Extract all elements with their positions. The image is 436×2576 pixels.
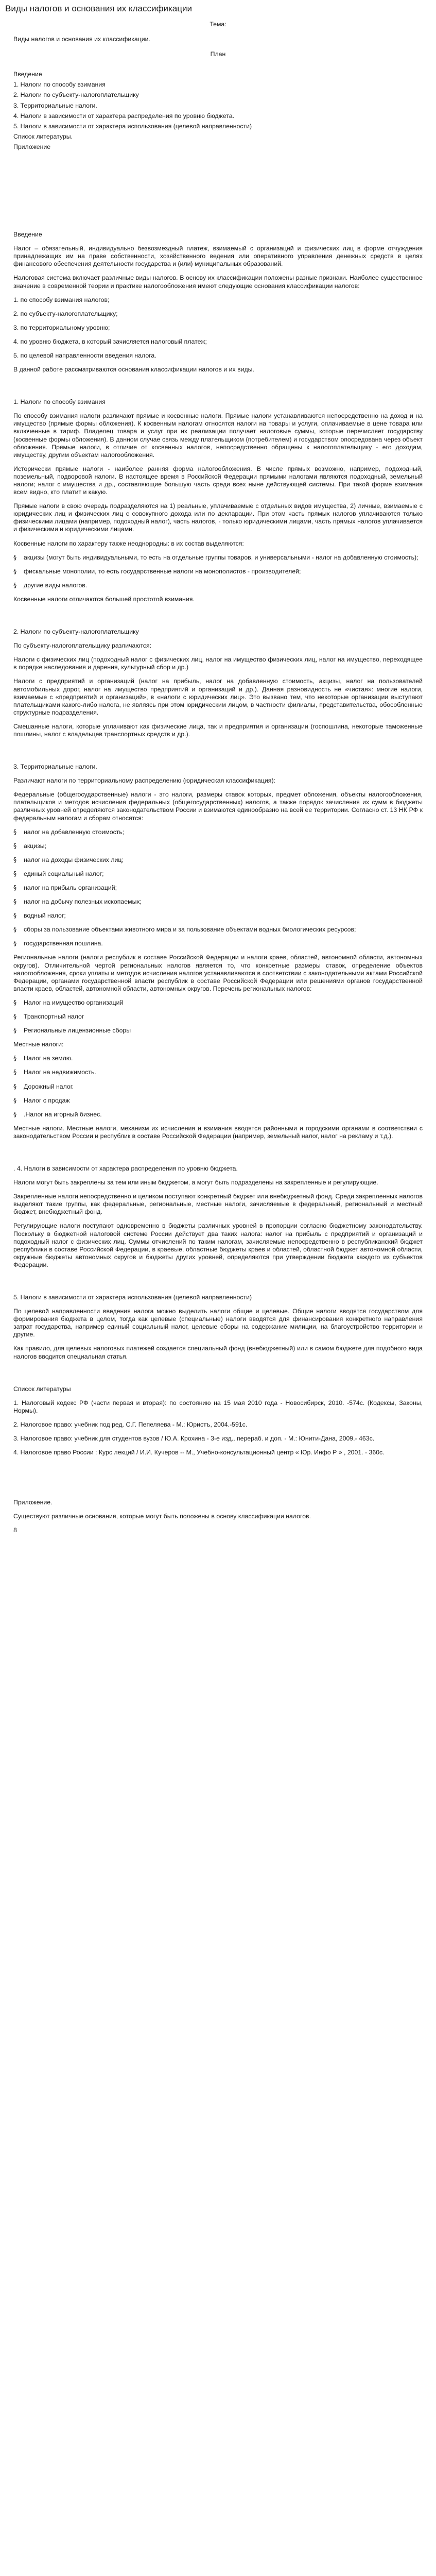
bullet-item	[13, 1097, 423, 1105]
bullet-text: Транспортный налог	[24, 1013, 84, 1021]
document-title: Виды налогов и основания их классификации	[5, 4, 192, 13]
bullet-item	[13, 1013, 423, 1021]
paragraph: Местные налоги. Местные налоги, механизм их исчисления и взимания вводятся районными и городскими органами в соответствии с законодательством России и республик в составе Российской Федерации (например, земельный налог, налог на рекламу и т.д.).	[13, 1124, 423, 1140]
bullet-icon: §	[13, 567, 17, 575]
bullet-text: единый социальный налог;	[24, 870, 104, 877]
section-heading: Список литературы	[13, 1385, 71, 1393]
list-item: 4. Налоговое право России : Курс лекций / И.И. Кучеров -- М., Учебно-консультационный центр « Юр. Инфо Р » , 2001. - 360с.	[13, 1449, 385, 1456]
bullet-text: Региональные лицензионные сборы	[24, 1027, 131, 1035]
list-item: 2. по субъекту-налогоплательщику;	[13, 310, 118, 317]
section-gap	[13, 609, 423, 628]
bullet-icon: §	[13, 926, 17, 934]
bullet-text: Налог на землю.	[24, 1055, 73, 1062]
table-of-contents	[13, 71, 423, 151]
section-heading: 1. Налоги по способу взимания	[13, 398, 106, 406]
list-item: 2. Налоговое право: учебник под ред. С.Г. Пепеляева - М.: Юристъ, 2004.-591с.	[13, 1420, 248, 1428]
paragraph: По целевой направленности введения налога можно выделить налоги общие и целевые. Общие налоги вводятся государством для формирования бюджета в целом, тогда как целевые (специальные) налоги вводятся для финансирования конкретного направления затрат государства, например единый социальный налог, целевые сборы на содержание милиции, на благоустройство территории и другие.	[13, 1308, 423, 1338]
paragraph: Косвенные налоги по характеру также неоднородны: в их состав выделяются:	[13, 539, 244, 547]
bullet-item	[13, 842, 423, 850]
paragraph: Региональные налоги (налоги республик в составе Российской Федерации и налоги краев, областей, автономной области, автономных округов). Отличительной чертой региональных налогов является то, что конкретные размеры ставок, определение объектов налогообложения, сроки уплаты и методов исчисления налогов устанавливаются в соответствии с законодательными актами Российской Федерации, органами государственной власти республик в составе Российской Федерации или решениями органов государственной власти краев, областей, автономной области, автономных округов. Перечень региональных налогов:	[13, 954, 423, 992]
paragraph: Налог – обязательный, индивидуально безвозмездный платеж, взимаемый с организаций и физических лиц в форме отчуждения принадлежащих им на праве собственности, хозяйственного ведения или оперативного управления денежных средств в целях финансового обеспечения деятельности государства и (или) муниципальных образований.	[13, 245, 423, 268]
bullet-item	[13, 1083, 423, 1091]
bullet-text: Дорожный налог.	[24, 1082, 74, 1090]
section-gap	[13, 1275, 423, 1294]
bullet-text: акцизы (могут быть индивидуальными, то есть на отдельные группы товаров, и универсальными - налог на добавленную стоимость);	[24, 553, 418, 561]
document-section	[13, 1165, 423, 1269]
section-gap	[13, 380, 423, 398]
bullet-item	[13, 554, 423, 562]
contents-item: 2. Налоги по субъекту-налогоплательщику	[13, 91, 139, 99]
topic-text: Виды налогов и основания их классификации.	[13, 36, 150, 43]
section-heading: 5. Налоги в зависимости от характера использования (целевой направленности)	[13, 1294, 252, 1301]
paragraph: Различают налоги по территориальному распределению (юридическая классификация):	[13, 777, 275, 785]
list-item: 4. по уровню бюджета, в который зачисляется налоговый платеж;	[13, 337, 207, 345]
bullet-item	[13, 940, 423, 947]
bullet-icon: §	[13, 898, 17, 906]
bullet-item	[13, 1111, 423, 1118]
paragraph: Как правило, для целевых налоговых платежей создается специальный фонд (внебюджетный) или в самом бюджете для подобного вида налогов вводится специальная статья.	[13, 1345, 423, 1360]
bullet-icon: §	[13, 581, 17, 589]
bullet-icon: §	[13, 828, 17, 836]
section-gap	[13, 1367, 423, 1385]
document-section	[13, 1385, 423, 1457]
bullet-text: налог на доходы физических лиц;	[24, 856, 124, 863]
bullet-text: другие виды налогов.	[24, 581, 88, 589]
bullet-icon: §	[13, 1082, 17, 1090]
bullet-icon: §	[13, 870, 17, 877]
section-heading: 2. Налоги по субъекту-налогоплательщику	[13, 628, 139, 636]
section-gap	[13, 1463, 423, 1499]
bullet-icon: §	[13, 1013, 17, 1021]
bullet-icon: §	[13, 884, 17, 891]
bullet-text: государственная пошлина.	[24, 940, 103, 947]
paragraph: . 4. Налоги в зависимости от характера распределения по уровню бюджета.	[13, 1164, 238, 1172]
bullet-text: сборы за пользование объектами животного мира и за пользование объектами водных биологических ресурсов;	[24, 926, 356, 934]
bullet-text: акцизы;	[24, 842, 47, 850]
bullet-item	[13, 870, 423, 878]
paragraph: Местные налоги:	[13, 1041, 64, 1048]
bullet-icon: §	[13, 912, 17, 920]
section-gap	[13, 154, 423, 231]
paragraph: Косвенные налоги отличаются большей простотой взимания.	[13, 595, 195, 603]
bullet-item	[13, 582, 423, 589]
bullet-item	[13, 1069, 423, 1076]
paragraph: Регулирующие налоги поступают одновременно в бюджеты различных уровней в пропорции согласно бюджетному законодательству. Поскольку в бюджетной налоговой системе России действует два таких налога: налог на прибыль с предприятий и организаций и подоходный налог с физических лиц. Суммы отчислений по таким налогам, зачисляемые непосредственно в республиканский бюджет республики в составе Российской Федерации, в краевые, областные бюджеты краев и областей, областной бюджет автономной области, окружные бюджеты автономных округов и бюджеты других уровней, определяются при утверждении бюджета каждого из субъектов Федерации.	[13, 1222, 423, 1268]
paragraph: Существуют различные основания, которые могут быть положены в основу классификации налогов.	[13, 1513, 311, 1520]
contents-item: Список литературы.	[13, 132, 73, 140]
paragraph: По субъекту-налогоплательщику различаются:	[13, 642, 152, 650]
bullet-text: .Налог на игорный бизнес.	[24, 1110, 102, 1118]
bullet-text: налог на добавленную стоимость;	[24, 828, 125, 836]
paragraph: Прямые налоги в свою очередь подразделяются на 1) реальные, уплачиваемые с отдельных видов имущества, 2) личные, взимаемые с юридических лиц и физических лиц с совокупного дохода или по декларации. При этом часть прямых налогов уплачиваются только физическими лицами (например, подоходный налог), часть налогов, - только юридическими лицами, часть прямых налогов уплачивается и физическими и юридическими лицами.	[13, 502, 423, 533]
document-section	[13, 763, 423, 1140]
bullet-text: налог на добычу полезных ископаемых;	[24, 898, 142, 906]
paragraph: Налоги могут быть закреплены за тем или иным бюджетом, а могут быть подразделены на закрепленные и регулирующие.	[13, 1179, 378, 1187]
bullet-item	[13, 898, 423, 906]
paragraph: Налоги с физических лиц (подоходный налог с физических лиц, налог на имущество физических лиц, налог на имущество, переходящее в порядке наследования и дарения, культурный сбор и др.)	[13, 656, 423, 671]
paragraph: Налоговая система включает различные виды налогов. В основу их классификации положены разные признаки. Наиболее существенное значение в современной теории и практике налогообложения имеют следующие основания классификации налогов:	[13, 274, 423, 290]
bullet-text: налог на прибыль организаций;	[24, 884, 117, 891]
bullet-text: фискальные монополии, то есть государственные налоги на монополистов - производителей;	[24, 567, 301, 575]
bullet-text: Налог на недвижимость.	[24, 1069, 96, 1076]
document-section	[13, 1294, 423, 1361]
list-item: 5. по целевой направленности введения налога.	[13, 351, 156, 359]
section-heading: 3. Территориальные налоги.	[13, 763, 97, 771]
bullet-item	[13, 568, 423, 575]
bullet-icon: §	[13, 553, 17, 561]
bullet-icon: §	[13, 998, 17, 1006]
bullet-icon: §	[13, 1055, 17, 1062]
bullet-icon: §	[13, 1110, 17, 1118]
plan-label: План	[210, 50, 226, 58]
document-section	[13, 231, 423, 374]
bullet-text: Налог с продаж	[24, 1096, 70, 1104]
bullet-icon: §	[13, 1096, 17, 1104]
bullet-icon: §	[13, 1069, 17, 1076]
paragraph: Закрепленные налоги непосредственно и целиком поступают конкретный бюджет или внебюджетный фонд. Среди закрепленных налогов выделяют такие группы, как федеральные, региональные, местные налоги, зачисляемые в федеральный, региональный и местный бюджет, внебюджетный фонд.	[13, 1193, 423, 1216]
section-heading: Приложение.	[13, 1499, 53, 1506]
bullet-item	[13, 999, 423, 1007]
contents-item: Введение	[13, 71, 42, 78]
bullet-icon: §	[13, 856, 17, 863]
document-section	[13, 398, 423, 603]
page-number: 8	[13, 1527, 17, 1534]
contents-item: Приложение	[13, 143, 51, 150]
paragraph: Федеральные (общегосударственные) налоги - это налоги, размеры ставок которых, предмет обложения, объекты налогообложения, плательщиков и методов исчисления федеральных (общегосударственных) налогов, а также порядок зачисления их сумм в бюджеты различных уровней определяются законодательством России и взимаются единообразно на всей ее территории. Согласно ст. 13 НК РФ к федеральным налогам и сборам относятся:	[13, 791, 423, 822]
document-body	[0, 16, 436, 1535]
list-item: 3. по территориальному уровню;	[13, 324, 110, 331]
paragraph: В данной работе рассматриваются основания классификации налогов и их виды.	[13, 366, 254, 374]
document-sections	[13, 154, 423, 1520]
paragraph: Смешанные налоги, которые уплачивают как физические лица, так и предприятия и организации (госпошлина, некоторые таможенные пошлины, налог с владельцев транспортных средств и др.).	[13, 722, 423, 738]
contents-item: 4. Налоги в зависимости от характера распределения по уровню бюджета.	[13, 112, 234, 120]
bullet-text: водный налог;	[24, 912, 66, 920]
section-gap	[13, 1146, 423, 1165]
contents-item: 3. Территориальные налоги.	[13, 101, 97, 109]
bullet-icon: §	[13, 940, 17, 947]
contents-item: 1. Налоги по способу взимания	[13, 81, 106, 89]
document-section	[13, 1499, 423, 1520]
section-gap	[13, 744, 423, 763]
bullet-item	[13, 856, 423, 864]
paragraph: Налоги с предприятий и организаций (налог на прибыль, налог на добавленную стоимость, акцизы, налог на пользователей автомобильных дорог, налог на имущество предприятий и организаций и др.). Данная разновидность не «чистая»: многие налоги, взимаемые с «предприятий и организаций», в «налоги с юридических лиц». Это вызвано тем, что некоторые организации выступают плательщиками какого-либо налога, не являясь при этом юридическим лицом, в частности филиалы, представительства, обособленные структурные подразделения.	[13, 677, 423, 716]
contents-item: 5. Налоги в зависимости от характера использования (целевой направленности)	[13, 122, 252, 130]
section-heading: Введение	[13, 231, 42, 239]
list-item: 1. по способу взимания налогов;	[13, 296, 110, 303]
bullet-text: Налог на имущество организаций	[24, 998, 124, 1006]
topic-label: Тема:	[210, 21, 226, 28]
bullet-item	[13, 912, 423, 920]
paragraph: Исторически прямые налоги - наиболее ранняя форма налогообложения. В числе прямых возможно, например, подоходный, поземельный, подворовой налоги. В настоящее время в Российской Федерации прямыми налогами являются подоходный, земельный налоги; налог с имущества и др., составляющие большую часть среди всех ныне действующей системы. При такой форме взимания всем видно, кто платит и какую.	[13, 465, 423, 496]
bullet-item	[13, 1027, 423, 1035]
bullet-icon: §	[13, 1027, 17, 1035]
bullet-item	[13, 828, 423, 836]
bullet-item	[13, 884, 423, 892]
list-item: 3. Налоговое право: учебник для студентов вузов / Ю.А. Крохина - 3-е изд., перераб. и доп. - М.: Юнити-Дана, 2009.- 463с.	[13, 1435, 375, 1443]
document-section	[13, 628, 423, 738]
list-item: 1. Налоговый кодекс РФ (части первая и вторая): по состоянию на 15 мая 2010 года - Новосибирск, 2010. -574с. (Кодексы, Законы, Нормы).	[13, 1399, 423, 1414]
bullet-item	[13, 1055, 423, 1062]
paragraph: По способу взимания налоги различают прямые и косвенные налоги. Прямые налоги устанавливаются непосредственно на доход и на имущество (прямые формы обложения). К косвенным налогам относятся налоги на товары и услуги, оплачиваемые в цене товара или включенные в тариф. Владелец товара и услуг при их реализации получает налоговые суммы, которые перечисляет государству (косвенные формы обложения). В данном случае связь между плательщиком (потребителем) и государством опосредована через объект обложения. Прямые налоги, в отличие от косвенных налогов, непосредственно обращены к налогоплательщику - его доходам, имуществу, другим объектам налогообложения.	[13, 412, 423, 459]
bullet-icon: §	[13, 842, 17, 850]
bullet-item	[13, 926, 423, 934]
